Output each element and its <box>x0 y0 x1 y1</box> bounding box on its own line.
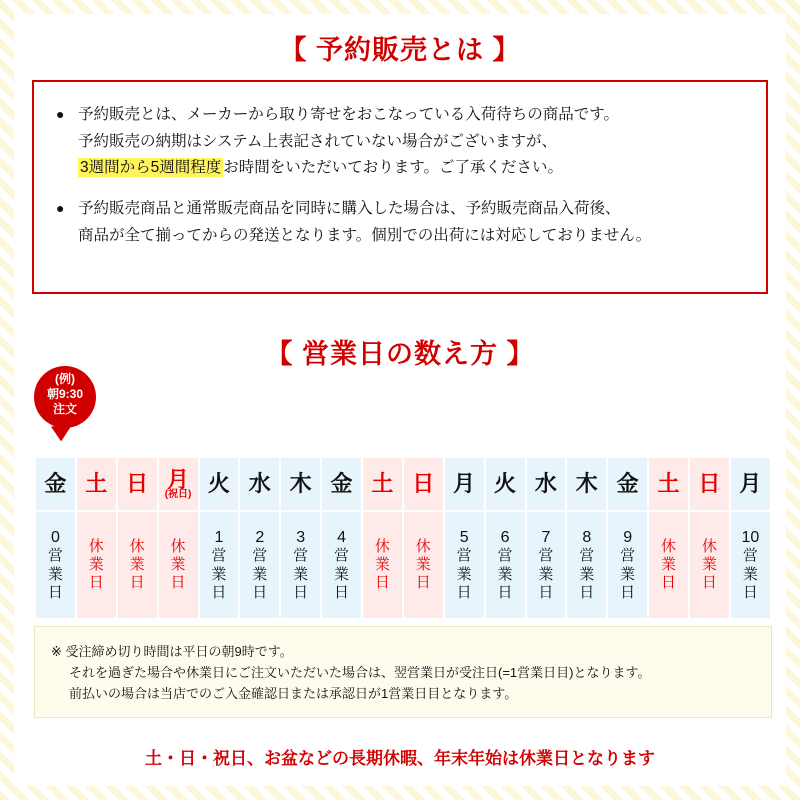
calendar-day-cell <box>77 458 116 510</box>
calendar-count-unit: 休 業 日 <box>415 537 431 592</box>
calendar-day-sublabel: (祝日) <box>164 488 192 500</box>
calendar-count-unit: 休 業 日 <box>88 537 104 592</box>
calendar-day-label: 月 <box>453 471 476 497</box>
notice-line: 予約販売の納期はシステム上表記されていない場合がございますが、 <box>78 132 557 150</box>
note-line-1: ※ 受注締め切り時間は平日の朝9時です。 <box>51 644 293 659</box>
calendar-count-cell <box>200 512 239 618</box>
section-reservation-title: 【 予約販売とは 】 <box>279 35 521 65</box>
reservation-notice-list <box>34 82 766 249</box>
calendar-count-value: 1 <box>214 528 224 546</box>
calendar-count-cell <box>159 512 198 618</box>
calendar-count-cell <box>731 512 770 618</box>
calendar-count-value: 3 <box>296 528 306 546</box>
calendar-count-unit: 営 業 日 <box>47 547 63 601</box>
calendar-count-unit: 休 業 日 <box>129 537 145 592</box>
calendar-count-cell <box>281 512 320 618</box>
calendar-day-label: 水 <box>248 471 271 497</box>
calendar-count-value: 5 <box>459 528 469 546</box>
notice-item <box>56 102 752 182</box>
calendar-day-label: 土 <box>657 471 680 497</box>
calendar-count-value: 7 <box>541 528 551 546</box>
calendar-day-label: 金 <box>616 471 639 497</box>
calendar-day-cell <box>404 458 443 510</box>
calendar-day-label: 火 <box>494 471 517 497</box>
calendar-day-label: 土 <box>371 471 394 497</box>
example-bubble-line1: (例) <box>55 372 75 386</box>
calendar-count-value: 6 <box>500 528 510 546</box>
calendar-day-cell <box>322 458 361 510</box>
calendar-count-value: 9 <box>623 528 633 546</box>
calendar-count-cell <box>240 512 279 618</box>
calendar-note-box <box>34 626 772 718</box>
calendar-day-label: 土 <box>85 471 108 497</box>
notice-item <box>56 196 752 249</box>
calendar-count-row <box>36 512 770 618</box>
calendar-count-unit: 営 業 日 <box>620 547 636 601</box>
calendar-count-unit: 休 業 日 <box>374 537 390 592</box>
example-bubble-line3: 注文 <box>52 402 77 417</box>
notice-line-tail: お時間をいただいております。ご了承ください。 <box>223 159 564 177</box>
calendar-day-cell <box>200 458 239 510</box>
calendar-day-cell <box>567 458 606 510</box>
note-line-2: それを過ぎた場合や休業日にご注文いただいた場合は、翌営業日が受注日(=1営業日目)となります。 <box>69 665 651 681</box>
calendar-count-unit: 営 業 日 <box>252 547 268 601</box>
notice-line-with-highlight <box>78 155 752 182</box>
calendar-day-label: 日 <box>698 471 721 497</box>
calendar-day-cell <box>649 458 688 510</box>
notice-line: 予約販売とは、メーカーから取り寄せをおこなっている入荷待ちの商品です。 <box>78 106 619 123</box>
calendar-count-cell <box>77 512 116 618</box>
note-line-3: 前払いの場合は当店でのご入金確認日または承認日が1営業日目となります。 <box>69 686 518 702</box>
holiday-footer-note: 土・日・祝日、お盆などの長期休暇、年末年始は休業日となります <box>145 749 655 768</box>
calendar-day-cell <box>486 458 525 510</box>
calendar-count-cell <box>445 512 484 618</box>
calendar-count-unit: 休 業 日 <box>701 537 717 592</box>
calendar-count-value: 8 <box>582 528 592 546</box>
example-order-bubble <box>34 366 96 428</box>
calendar-day-label: 月 <box>739 471 762 497</box>
calendar-day-label: 日 <box>412 471 435 497</box>
lead-time-highlight: 3週間から5週間程度 <box>80 159 222 177</box>
calendar-day-cell <box>281 458 320 510</box>
bullet-icon: ● <box>56 106 65 122</box>
calendar-count-cell <box>527 512 566 618</box>
calendar-count-cell <box>363 512 402 618</box>
calendar-day-label: 木 <box>289 471 312 497</box>
calendar-day-cell <box>159 458 198 510</box>
calendar-count-unit: 営 業 日 <box>538 547 554 601</box>
calendar-count-cell <box>322 512 361 618</box>
calendar-count-cell <box>690 512 729 618</box>
reservation-notice-box <box>32 80 768 294</box>
calendar-count-unit: 休 業 日 <box>661 537 677 592</box>
calendar-day-label: 月 <box>167 466 190 492</box>
calendar-day-row <box>36 458 770 510</box>
example-bubble-line2: 朝9:30 <box>46 387 84 402</box>
page-inner <box>14 14 786 786</box>
calendar-day-cell <box>36 458 75 510</box>
notice-line: 予約販売商品と通常販売商品を同時に購入した場合は、予約販売商品入荷後、 <box>78 199 621 217</box>
calendar-day-cell <box>527 458 566 510</box>
calendar-count-unit: 営 業 日 <box>456 547 472 601</box>
calendar-count-unit: 休 業 日 <box>170 537 186 592</box>
calendar-count-value: 0 <box>50 528 60 546</box>
bullet-icon: ● <box>56 199 65 216</box>
calendar-count-unit: 営 業 日 <box>579 547 595 601</box>
calendar-count-cell <box>404 512 443 618</box>
calendar-count-cell <box>118 512 157 618</box>
calendar-day-cell <box>118 458 157 510</box>
calendar-day-cell <box>608 458 647 510</box>
calendar-count-cell <box>567 512 606 618</box>
calendar-count-cell <box>36 512 75 618</box>
business-day-calendar <box>34 456 772 620</box>
calendar-count-cell <box>486 512 525 618</box>
calendar-count-cell <box>608 512 647 618</box>
notice-line: 商品が全て揃ってからの発送となります。個別での出荷には対応しておりません。 <box>78 226 652 244</box>
calendar-day-label: 木 <box>575 471 598 497</box>
calendar-day-label: 金 <box>44 471 67 497</box>
calendar-day-cell <box>240 458 279 510</box>
calendar-count-value: 4 <box>337 528 347 546</box>
calendar-day-label: 水 <box>534 471 557 497</box>
calendar-count-unit: 営 業 日 <box>497 547 513 601</box>
calendar-count-value: 10 <box>741 528 760 546</box>
calendar-day-label: 金 <box>330 471 353 497</box>
bubble-tail-icon <box>51 424 75 443</box>
calendar-day-cell <box>445 458 484 510</box>
calendar-count-unit: 営 業 日 <box>334 547 350 601</box>
calendar-count-unit: 営 業 日 <box>742 547 758 601</box>
calendar-count-value: 2 <box>255 528 265 546</box>
calendar-day-cell <box>690 458 729 510</box>
section-business-days-title: 【 営業日の数え方 】 <box>265 339 535 369</box>
calendar-count-unit: 営 業 日 <box>293 547 309 601</box>
calendar-count-cell <box>649 512 688 618</box>
calendar-day-cell <box>731 458 770 510</box>
calendar-day-cell <box>363 458 402 510</box>
calendar-day-label: 火 <box>207 471 230 497</box>
calendar-count-unit: 営 業 日 <box>211 547 227 601</box>
calendar-day-label: 日 <box>126 471 149 497</box>
